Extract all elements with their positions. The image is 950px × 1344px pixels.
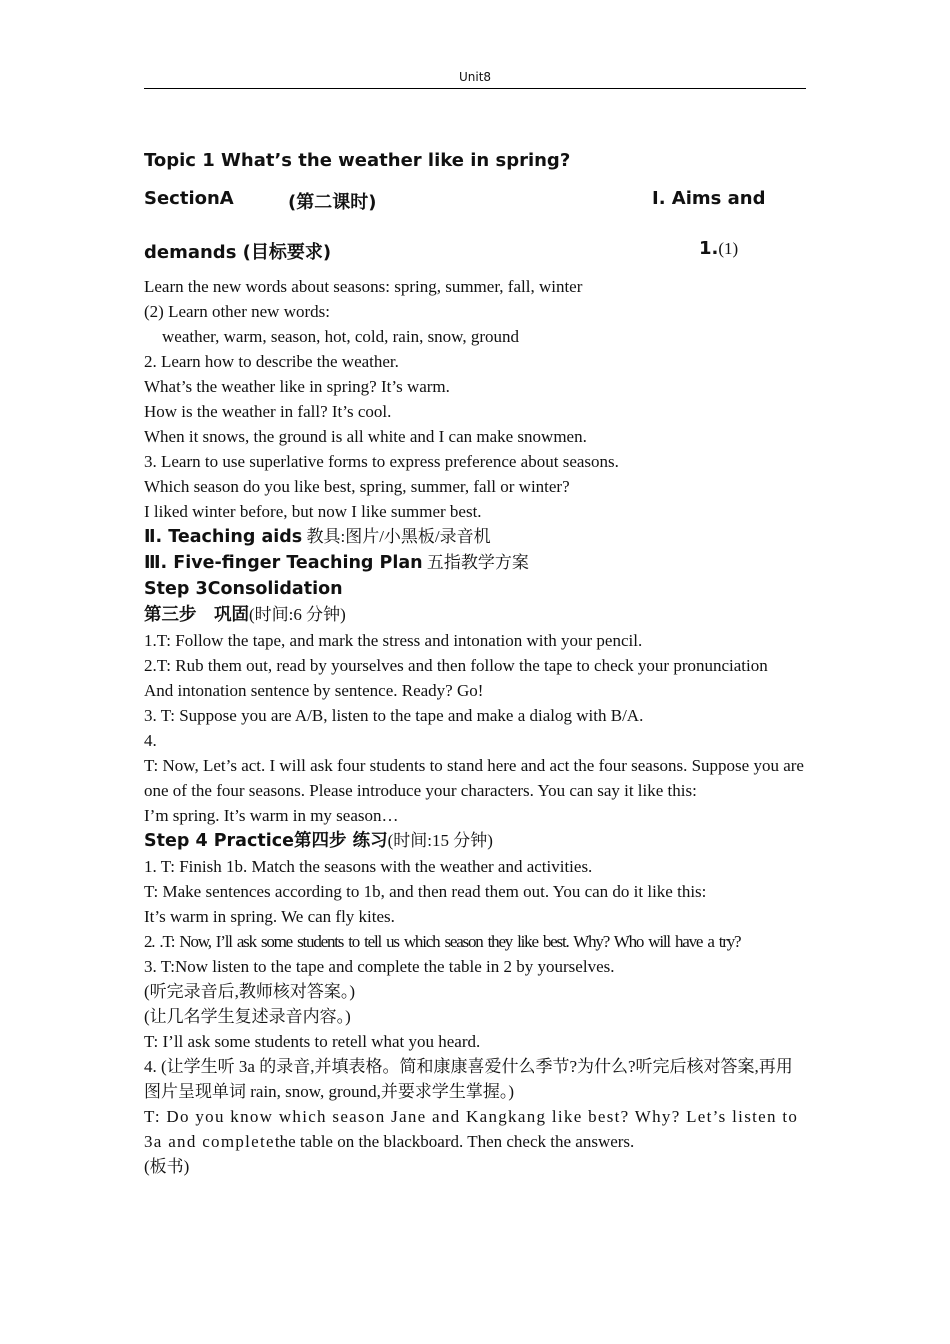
text-line: How is the weather in fall? It’s cool. bbox=[144, 402, 392, 421]
teaching-aids-text: 教具:图片/小黑板/录音机 bbox=[306, 527, 491, 546]
step3-cn-line bbox=[144, 602, 806, 628]
item-1-number: 1.(1) bbox=[699, 238, 739, 259]
text-line: (2) Learn other new words: bbox=[144, 302, 330, 321]
teaching-plan-text: 五指教学方案 bbox=[426, 553, 529, 572]
step4-time: (时间:15 分钟) bbox=[387, 831, 493, 850]
header-divider bbox=[144, 88, 806, 89]
text-line: weather, warm, season, hot, cold, rain, snow, ground bbox=[162, 327, 520, 346]
section-label: SectionA bbox=[144, 188, 234, 209]
text-line: And intonation sentence by sentence. Ready? Go! bbox=[144, 681, 484, 700]
text-paragraph: T: Now, Let’s act. I will ask four students to stand here and act the four seasons. Suppose you are one of the four seasons. Please introduce your characters. You can say it like this: bbox=[144, 756, 804, 800]
teaching-plan-line bbox=[144, 550, 806, 576]
text-line: T: I’ll ask some students to retell what you heard. bbox=[144, 1032, 481, 1051]
text-line: Learn the new words about seasons: spring, summer, fall, winter bbox=[144, 277, 583, 296]
step4-label: Step 4 Practice第四步 练习 bbox=[144, 831, 388, 851]
step3-heading: Step 3Consolidation bbox=[144, 579, 343, 599]
page-header: Unit8 bbox=[458, 70, 492, 84]
aims-heading-part1: I. Aims and bbox=[652, 188, 766, 209]
teaching-aids-line bbox=[144, 524, 806, 550]
text-line: Which season do you like best, spring, summer, fall or winter? bbox=[144, 477, 570, 496]
text-line: 3. Learn to use superlative forms to express preference about seasons. bbox=[144, 452, 619, 471]
document-body bbox=[144, 274, 806, 1179]
text-line: T: Make sentences according to 1b, and then read them out. You can do it like this: bbox=[144, 882, 707, 901]
item-1-paren: (1) bbox=[718, 239, 739, 258]
text-line: 1. T: Finish 1b. Match the seasons with the weather and activities. bbox=[144, 857, 593, 876]
text-paragraph: 4. (让学生听 3a 的录音,并填表格。简和康康喜爱什么季节?为什么?听完后核对答案,再用图片呈现单词 rain, snow, ground,并要求学生掌握。) bbox=[144, 1057, 793, 1101]
step4-line bbox=[144, 828, 806, 854]
step3-time: (时间:6 分钟) bbox=[249, 605, 346, 624]
text-line: 1.T: Follow the tape, and mark the stress and intonation with your pencil. bbox=[144, 631, 643, 650]
section-lesson: (第二课时) bbox=[288, 192, 377, 213]
teaching-aids-label: Ⅱ. Teaching aids bbox=[144, 527, 303, 547]
topic-title: Topic 1 What’s the weather like in spring? bbox=[144, 150, 571, 171]
text-line: (听完录音后,教师核对答案。) bbox=[144, 982, 356, 1001]
text-line: 3. T: Suppose you are A/B, listen to the tape and make a dialog with B/A. bbox=[144, 706, 644, 725]
step3-cn-label: 第三步 巩固 bbox=[144, 605, 249, 625]
text-line: 2. Learn how to describe the weather. bbox=[144, 352, 399, 371]
text-line: What’s the weather like in spring? It’s warm. bbox=[144, 377, 450, 396]
text-line: When it snows, the ground is all white and I can make snowmen. bbox=[144, 427, 587, 446]
text-line: It’s warm in spring. We can fly kites. bbox=[144, 907, 395, 926]
text-paragraph: T: Do you know which season Jane and Kangkang like best? Why? Let’s listen to 3a and completethe table on the blackboard. Then check the answers. bbox=[144, 1107, 799, 1151]
text-line: 3. T:Now listen to the tape and complete the table in 2 by yourselves. bbox=[144, 957, 615, 976]
text-line: (板书) bbox=[144, 1157, 190, 1176]
aims-heading-part2: demands (目标要求) bbox=[144, 242, 332, 263]
text-line: 2. .T: Now, I’ll ask some students to tell us which season they like best. Why? Who will have a try? bbox=[144, 932, 741, 951]
teaching-plan-label: Ⅲ. Five-finger Teaching Plan bbox=[144, 553, 423, 573]
text-line: I’m spring. It’s warm in my season… bbox=[144, 806, 399, 825]
text-line: 4. bbox=[144, 731, 157, 750]
text-line: 2.T: Rub them out, read by yourselves and then follow the tape to check your pronunciation bbox=[144, 656, 768, 675]
text-line: (让几名学生复述录音内容。) bbox=[144, 1007, 351, 1026]
text-line: I liked winter before, but now I like summer best. bbox=[144, 502, 482, 521]
